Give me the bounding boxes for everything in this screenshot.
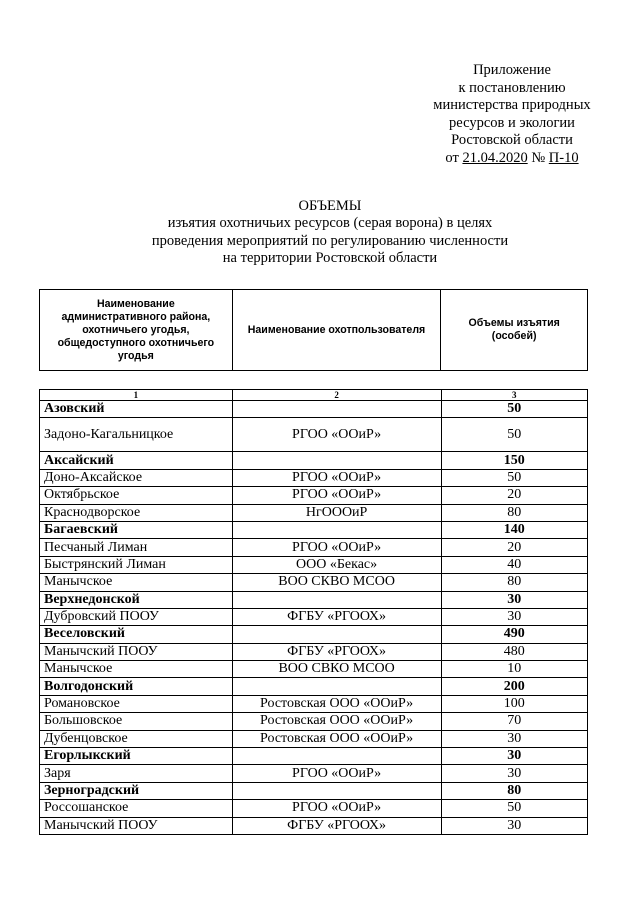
date-prefix: от — [445, 149, 459, 166]
table-row — [40, 418, 588, 452]
cell-name: Россошанское — [40, 800, 233, 817]
cell-name: Зерноградский — [40, 782, 233, 799]
cell-value: 30 — [441, 591, 588, 608]
cell-value: 490 — [441, 626, 588, 643]
appendix-line: министерства природных — [433, 97, 591, 114]
cell-name: Волгодонский — [40, 678, 233, 695]
cell-user: ВОО СВКО МСОО — [232, 661, 441, 678]
cell-value: 200 — [441, 678, 588, 695]
cell-value: 50 — [441, 418, 588, 452]
cell-value: 30 — [441, 765, 588, 782]
cell-name: Аксайский — [40, 452, 233, 469]
cell-value: 30 — [441, 608, 588, 625]
cell-user: РГОО «ООиР» — [232, 765, 441, 782]
cell-name: Манычский ПООУ — [40, 643, 233, 660]
cell-value: 40 — [441, 556, 588, 573]
cell-name: Заря — [40, 765, 233, 782]
volumes-table — [39, 389, 588, 835]
district-row — [40, 401, 588, 418]
title-line: на территории Ростовской области — [222, 250, 438, 267]
table-row — [40, 608, 588, 625]
cell-name: Дубенцовское — [40, 730, 233, 747]
cell-name: Манычский ПООУ — [40, 817, 233, 834]
cell-name: Песчаный Лиман — [40, 539, 233, 556]
table-row — [40, 695, 588, 712]
cell-value: 140 — [441, 521, 588, 538]
cell-value: 480 — [441, 643, 588, 660]
cell-user: ООО «Бекас» — [232, 556, 441, 573]
cell-value: 30 — [441, 817, 588, 834]
cell-name: Верхнедонской — [40, 591, 233, 608]
district-row — [40, 678, 588, 695]
cell-value: 30 — [441, 730, 588, 747]
appendix-line: к постановлению — [458, 79, 566, 96]
cell-value: 70 — [441, 713, 588, 730]
cell-value: 80 — [441, 782, 588, 799]
table-row — [40, 713, 588, 730]
table-row — [40, 469, 588, 486]
header-district: Наименование административного района, охотничьего угодья, общедоступного охотничьего угодья — [40, 290, 233, 371]
cell-name: Азовский — [40, 401, 233, 418]
table-row — [40, 487, 588, 504]
appendix-block — [418, 62, 606, 168]
district-row — [40, 748, 588, 765]
cell-user: РГОО «ООиР» — [232, 418, 441, 452]
table-row — [40, 661, 588, 678]
table-row — [40, 730, 588, 747]
district-row — [40, 521, 588, 538]
column-number: 2 — [232, 390, 441, 401]
cell-name: Манычское — [40, 661, 233, 678]
table-row — [40, 765, 588, 782]
cell-name: Доно-Аксайское — [40, 469, 233, 486]
cell-name: Романовское — [40, 695, 233, 712]
cell-user — [232, 748, 441, 765]
cell-value: 50 — [441, 401, 588, 418]
district-row — [40, 591, 588, 608]
appendix-date-line — [418, 150, 606, 168]
cell-user: ФГБУ «РГООХ» — [232, 643, 441, 660]
cell-name: Веселовский — [40, 626, 233, 643]
cell-name: Краснодворское — [40, 504, 233, 521]
cell-name: Дубровский ПООУ — [40, 608, 233, 625]
column-number-row — [40, 390, 588, 401]
cell-value: 150 — [441, 452, 588, 469]
cell-value: 10 — [441, 661, 588, 678]
decree-number: П-10 — [548, 149, 579, 166]
table-row — [40, 539, 588, 556]
cell-name: Большовское — [40, 713, 233, 730]
cell-user — [232, 591, 441, 608]
appendix-line: ресурсов и экологии — [449, 114, 575, 131]
cell-value: 20 — [441, 539, 588, 556]
table-row — [40, 800, 588, 817]
cell-user: Ростовская ООО «ООиР» — [232, 695, 441, 712]
district-row — [40, 452, 588, 469]
cell-value: 20 — [441, 487, 588, 504]
cell-name: Манычское — [40, 574, 233, 591]
cell-value: 80 — [441, 504, 588, 521]
table-row — [40, 817, 588, 834]
district-row — [40, 626, 588, 643]
title-line: проведения мероприятий по регулированию численности — [151, 232, 509, 249]
title-line: изъятия охотничьих ресурсов (серая ворона) в целях — [167, 215, 493, 232]
cell-user: РГОО «ООиР» — [232, 469, 441, 486]
cell-value: 50 — [441, 800, 588, 817]
cell-user: РГОО «ООиР» — [232, 539, 441, 556]
title-heading: ОБЪЕМЫ — [298, 198, 362, 214]
column-number: 1 — [40, 390, 233, 401]
district-row — [40, 782, 588, 799]
header-user: Наименование охотпользователя — [232, 290, 441, 371]
cell-user: ФГБУ «РГООХ» — [232, 817, 441, 834]
cell-name: Октябрьское — [40, 487, 233, 504]
appendix-line: Ростовской области — [451, 132, 573, 149]
cell-user — [232, 782, 441, 799]
table-row — [40, 574, 588, 591]
cell-name: Быстрянский Лиман — [40, 556, 233, 573]
table-row — [40, 504, 588, 521]
cell-value: 80 — [441, 574, 588, 591]
appendix-line: Приложение — [473, 62, 551, 78]
cell-name: Задоно-Кагальницкое — [40, 418, 233, 452]
cell-name: Егорлыкский — [40, 748, 233, 765]
decree-date: 21.04.2020 — [462, 149, 528, 166]
cell-user — [232, 626, 441, 643]
cell-user — [232, 521, 441, 538]
cell-value: 50 — [441, 469, 588, 486]
table-row — [40, 643, 588, 660]
column-number: 3 — [441, 390, 588, 401]
header-volume: Объемы изъятия (особей) — [441, 290, 588, 371]
cell-user — [232, 452, 441, 469]
document-title — [60, 198, 600, 268]
cell-user: ФГБУ «РГООХ» — [232, 608, 441, 625]
cell-name: Багаевский — [40, 521, 233, 538]
cell-user: РГОО «ООиР» — [232, 800, 441, 817]
cell-user: РГОО «ООиР» — [232, 487, 441, 504]
cell-user: Ростовская ООО «ООиР» — [232, 713, 441, 730]
cell-value: 100 — [441, 695, 588, 712]
table-row — [40, 556, 588, 573]
cell-user — [232, 401, 441, 418]
cell-user: ВОО СКВО МСОО — [232, 574, 441, 591]
header-table — [39, 289, 588, 371]
cell-user: Ростовская ООО «ООиР» — [232, 730, 441, 747]
cell-user — [232, 678, 441, 695]
cell-user: НгОООиР — [232, 504, 441, 521]
cell-value: 30 — [441, 748, 588, 765]
number-sign: № — [531, 149, 546, 166]
